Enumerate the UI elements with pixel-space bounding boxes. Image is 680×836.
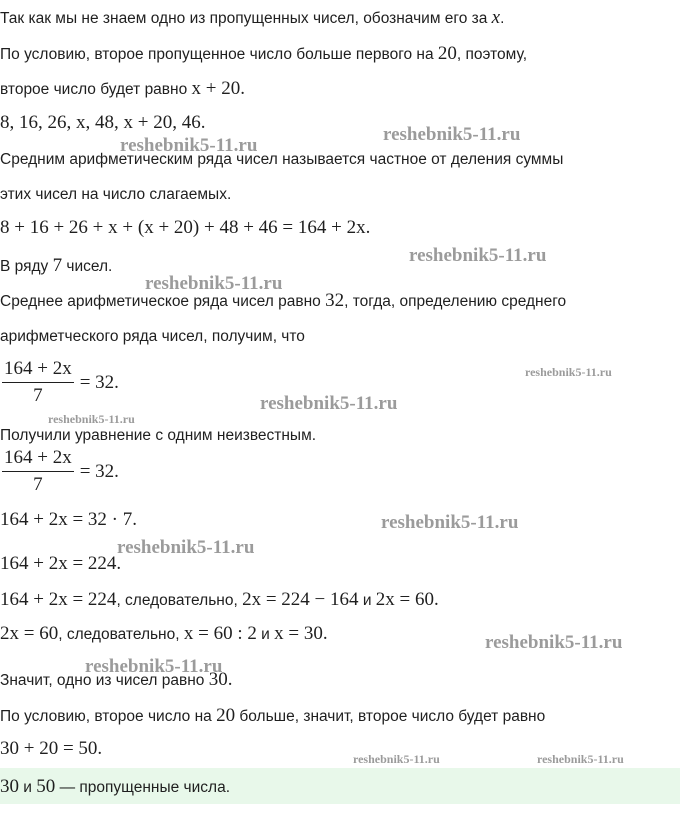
numerator: 164 + 2x <box>4 358 72 379</box>
text-line-3 <box>0 79 245 100</box>
text: этих чисел на число слагаемых. <box>0 186 232 203</box>
equation-line-12 <box>0 510 137 531</box>
text: По условию, второе пропущенное число больше первого на <box>0 46 438 63</box>
math-expression: 164 + 2x = 224 <box>0 589 117 610</box>
watermark: reshebnik5-11.ru <box>48 412 135 426</box>
watermark: reshebnik5-11.ru <box>120 135 258 156</box>
text-line-5 <box>0 150 563 170</box>
sum-equation <box>0 218 370 239</box>
text: второе число будет равно <box>0 81 192 98</box>
watermark: reshebnik5-11.ru <box>525 365 612 379</box>
watermark: reshebnik5-11.ru <box>383 124 521 145</box>
math-expression: x + 20 <box>191 78 241 99</box>
text: Среднее арифметическое ряда чисел равно <box>0 293 326 310</box>
math-expression: 8 + 16 + 26 + x + (x + 20) + 48 + 46 = 164 + 2x. <box>0 217 371 238</box>
watermark: reshebnik5-11.ru <box>117 537 255 558</box>
denominator: 7 <box>33 474 43 495</box>
sequence-line <box>0 113 205 134</box>
watermark: reshebnik5-11.ru <box>409 245 547 266</box>
math-number: 20 <box>437 43 457 64</box>
math-expression: x = 30 <box>274 623 323 644</box>
text: Так как мы не знаем одно из пропущенных чисел, обозначим его за <box>0 10 492 27</box>
text: . <box>434 589 439 610</box>
text: и <box>256 626 275 643</box>
math-number: 30 <box>0 776 19 797</box>
fraction <box>2 358 74 407</box>
answer-line <box>0 777 230 798</box>
text: Значит, одно из чисел равно <box>0 672 209 689</box>
text: . <box>500 10 505 27</box>
equation-line-14 <box>0 590 439 611</box>
text-line-2 <box>0 44 527 65</box>
math-number: 50 <box>36 776 56 797</box>
math-expression: 164 + 2x = 224. <box>0 553 122 574</box>
math-expression: 8, 16, 26, x, 48, x + 20, 46. <box>0 112 206 133</box>
math-expression: 30 + 20 = 50. <box>0 738 103 759</box>
text: В ряду <box>0 258 53 275</box>
text: Средним арифметическим ряда чисел называется частное от деления суммы <box>0 151 564 168</box>
fraction-equation-1 <box>2 358 119 407</box>
text: . <box>240 78 245 99</box>
text-line-10 <box>0 327 305 347</box>
math-expression: 2x = 60 <box>0 623 59 644</box>
text: арифметческого ряда чисел, получим, что <box>0 328 305 345</box>
equation-line-18 <box>0 739 102 760</box>
text: , следовательно, <box>58 626 184 643</box>
watermark: reshebnik5-11.ru <box>260 393 398 414</box>
text-line-6 <box>0 185 231 205</box>
text: , поэтому, <box>456 46 527 63</box>
watermark: reshebnik5-11.ru <box>381 512 519 533</box>
math-number: 30 <box>208 669 228 690</box>
math-var: x <box>491 7 501 28</box>
fraction <box>2 447 74 496</box>
denominator: 7 <box>33 385 43 406</box>
text: По условию, второе число на <box>0 708 217 725</box>
equation-rhs: = 32. <box>79 371 119 393</box>
text: . <box>227 669 233 690</box>
math-number: 7 <box>52 255 63 276</box>
text-line-8 <box>0 256 112 277</box>
watermark: reshebnik5-11.ru <box>485 632 623 653</box>
text: , следовательно, <box>116 592 243 609</box>
text-line-1 <box>0 8 504 29</box>
math-expression: x = 60 : 2 <box>183 623 257 644</box>
text: чисел. <box>62 258 113 275</box>
math-number: 32 <box>325 290 345 311</box>
text: , тогда, определению среднего <box>344 293 567 310</box>
text: больше, значит, второе число будет равно <box>235 708 546 725</box>
numerator: 164 + 2x <box>4 447 72 468</box>
equation-rhs: = 32. <box>79 460 119 482</box>
text-line-9 <box>0 291 566 312</box>
text: и <box>358 592 376 609</box>
equation-line-15 <box>0 624 328 645</box>
watermark: reshebnik5-11.ru <box>145 273 283 294</box>
math-expression: 2x = 60 <box>375 589 435 610</box>
math-expression: 164 + 2x = 32 · 7. <box>0 509 138 530</box>
watermark: reshebnik5-11.ru <box>85 656 223 677</box>
text-line-11 <box>0 426 316 446</box>
watermark: reshebnik5-11.ru <box>537 752 624 766</box>
equation-line-13 <box>0 554 121 575</box>
text: . <box>322 623 328 644</box>
text: Получили уравнение с одним неизвестным. <box>0 427 317 444</box>
text: и <box>19 779 37 796</box>
math-expression: 2x = 224 − 164 <box>242 589 359 610</box>
math-number: 20 <box>216 705 236 726</box>
text: — пропущенные числа. <box>55 779 231 796</box>
watermark: reshebnik5-11.ru <box>353 752 440 766</box>
fraction-equation-2 <box>2 447 119 496</box>
text-line-17 <box>0 706 545 727</box>
